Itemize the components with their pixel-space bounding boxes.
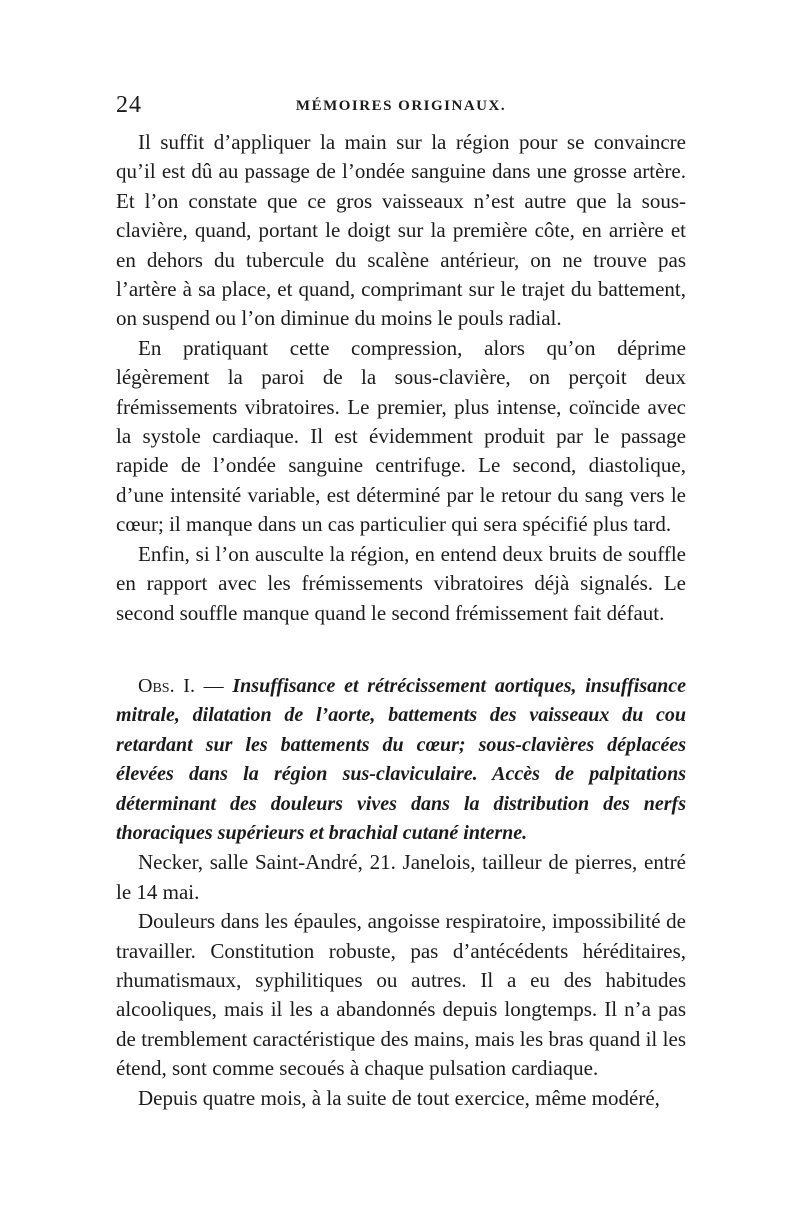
paragraph: En pratiquant cette compression, alors qu’on déprime légèrement la paroi de la sous-clavière, on perçoit deux frémissements vibratoires. Le premier, plus intense, coïncide avec la systole cardiaque. Il est évidemment produit par le passage rapide de l’ondée sanguine centrifuge. Le second, diastolique, d’une intensité variable, est déterminé par le retour du sang vers le cœur; il manque dans un cas particulier qui sera spécifié plus tard. <box>116 335 686 537</box>
page-number: 24 <box>116 92 142 118</box>
case-paragraph: Depuis quatre mois, à la suite de tout exercice, même modéré, <box>138 1085 660 1110</box>
running-head: MÉMOIRES ORIGINAUX. <box>295 98 507 114</box>
case-paragraph: Necker, salle Saint-André, 21. Janelois, tailleur de pierres, entré le 14 mai. <box>116 850 686 904</box>
observation-heading <box>116 672 686 848</box>
paragraph: Enfin, si l’on ausculte la région, en entend deux bruits de souffle en rapport avec les frémissements vibratoires déjà signalés. Le second souffle manque quand le second frémissement fait défaut. <box>116 541 686 625</box>
body-text <box>116 128 686 1113</box>
section-gap <box>116 628 686 672</box>
observation-label: Obs. I. — <box>138 674 224 697</box>
paragraph: Il suffit d’appliquer la main sur la région pour se convaincre qu’il est dû au passage de l’ondée sanguine dans une grosse artère. Et l’on constate que ce gros vaisseaux n’est autre que la sous-clavière, quand, portant le doigt sur la première côte, en arrière et en dehors du tubercule du scalène antérieur, on ne trouve pas l’artère à sa place, et quand, comprimant sur le trajet du battement, on suspend ou l’on diminue du moins le pouls radial. <box>116 130 686 331</box>
case-paragraph: Douleurs dans les épaules, angoisse respiratoire, impossibilité de travailler. Constitution robuste, pas d’antécédents héréditaires, rhumatismaux, syphilitiques ou autres. Il a eu des habitudes alcooliques, mais il les a abandonnés depuis longtemps. Il n’a pas de tremblement caractéristique des mains, mais les bras quand il les étend, sont comme secoués à chaque pulsation cardiaque. <box>116 909 686 1081</box>
observation-title: Insuffisance et rétrécissement aortiques, insuffisance mitrale, dilatation de l’aorte, battements des vaisseaux du cou retardant sur les battements du cœur; sous-clavières déplacées élevées dans la région sus-claviculaire. Accès de palpitations déterminant des douleurs vives dans la distribution des nerfs thoraciques supérieurs et brachial cutané interne. <box>116 674 686 844</box>
page-header <box>116 92 686 122</box>
